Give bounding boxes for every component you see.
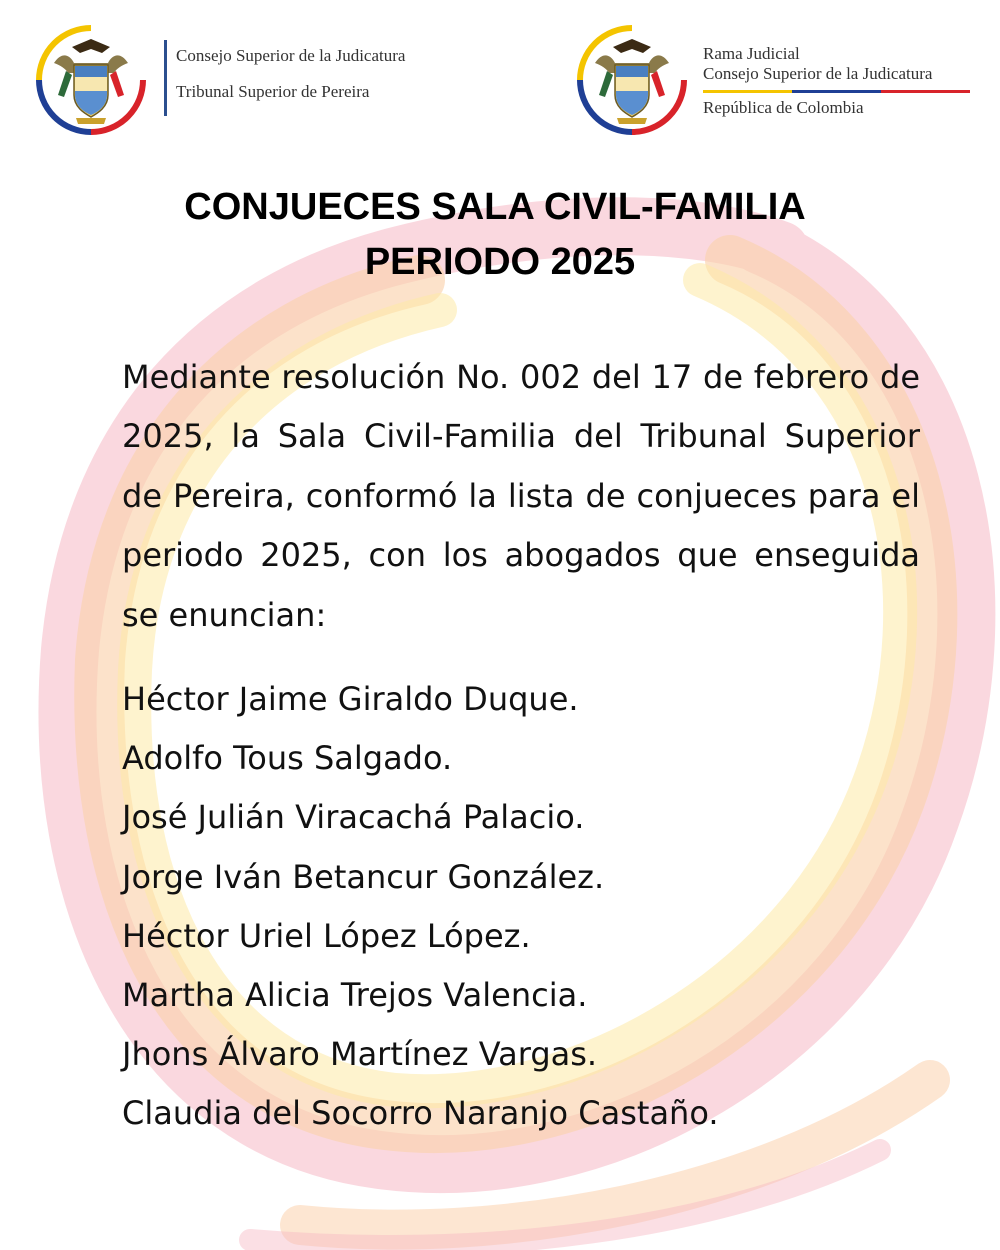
list-item: Jhons Álvaro Martínez Vargas.	[122, 1035, 598, 1074]
list-item: Adolfo Tous Salgado.	[122, 739, 453, 778]
list-item: Martha Alicia Trejos Valencia.	[122, 976, 588, 1015]
header	[0, 0, 1000, 150]
tricolor-rule	[703, 90, 970, 93]
coat-of-arms-emblem	[36, 25, 146, 135]
list-item: José Julián Viracachá Palacio.	[122, 798, 585, 837]
title-line-2: PERIODO 2025	[364, 241, 636, 283]
tribunal-name: Tribunal Superior de Pereira	[176, 82, 370, 101]
coat-of-arms-emblem	[577, 25, 687, 135]
list-item: Héctor Uriel López López.	[122, 916, 531, 955]
list-item: Héctor Jaime Giraldo Duque.	[122, 680, 579, 718]
list-item: Claudia del Socorro Naranjo Castaño.	[122, 1094, 719, 1133]
header-divider	[164, 40, 167, 116]
country-name: República de Colombia	[703, 98, 864, 117]
conjueces-list	[122, 670, 719, 1144]
council-name: Consejo Superior de la Judicatura	[176, 46, 406, 65]
page-title	[0, 180, 1000, 290]
branch-name: Rama Judicial	[703, 44, 800, 63]
resolution-paragraph: Mediante resolución No. 002 del 17 de febrero de 2025, la Sala Civil-Familia del Tribunal Superior de Pereira, conformó la lista de conjueces para el periodo 2025, con los abogados que enseguida se enuncian:	[122, 358, 920, 634]
council-name-right: Consejo Superior de la Judicatura	[703, 64, 933, 83]
title-line-1: CONJUECES SALA CIVIL-FAMILIA	[184, 186, 806, 228]
list-item: Jorge Iván Betancur González.	[122, 857, 605, 896]
